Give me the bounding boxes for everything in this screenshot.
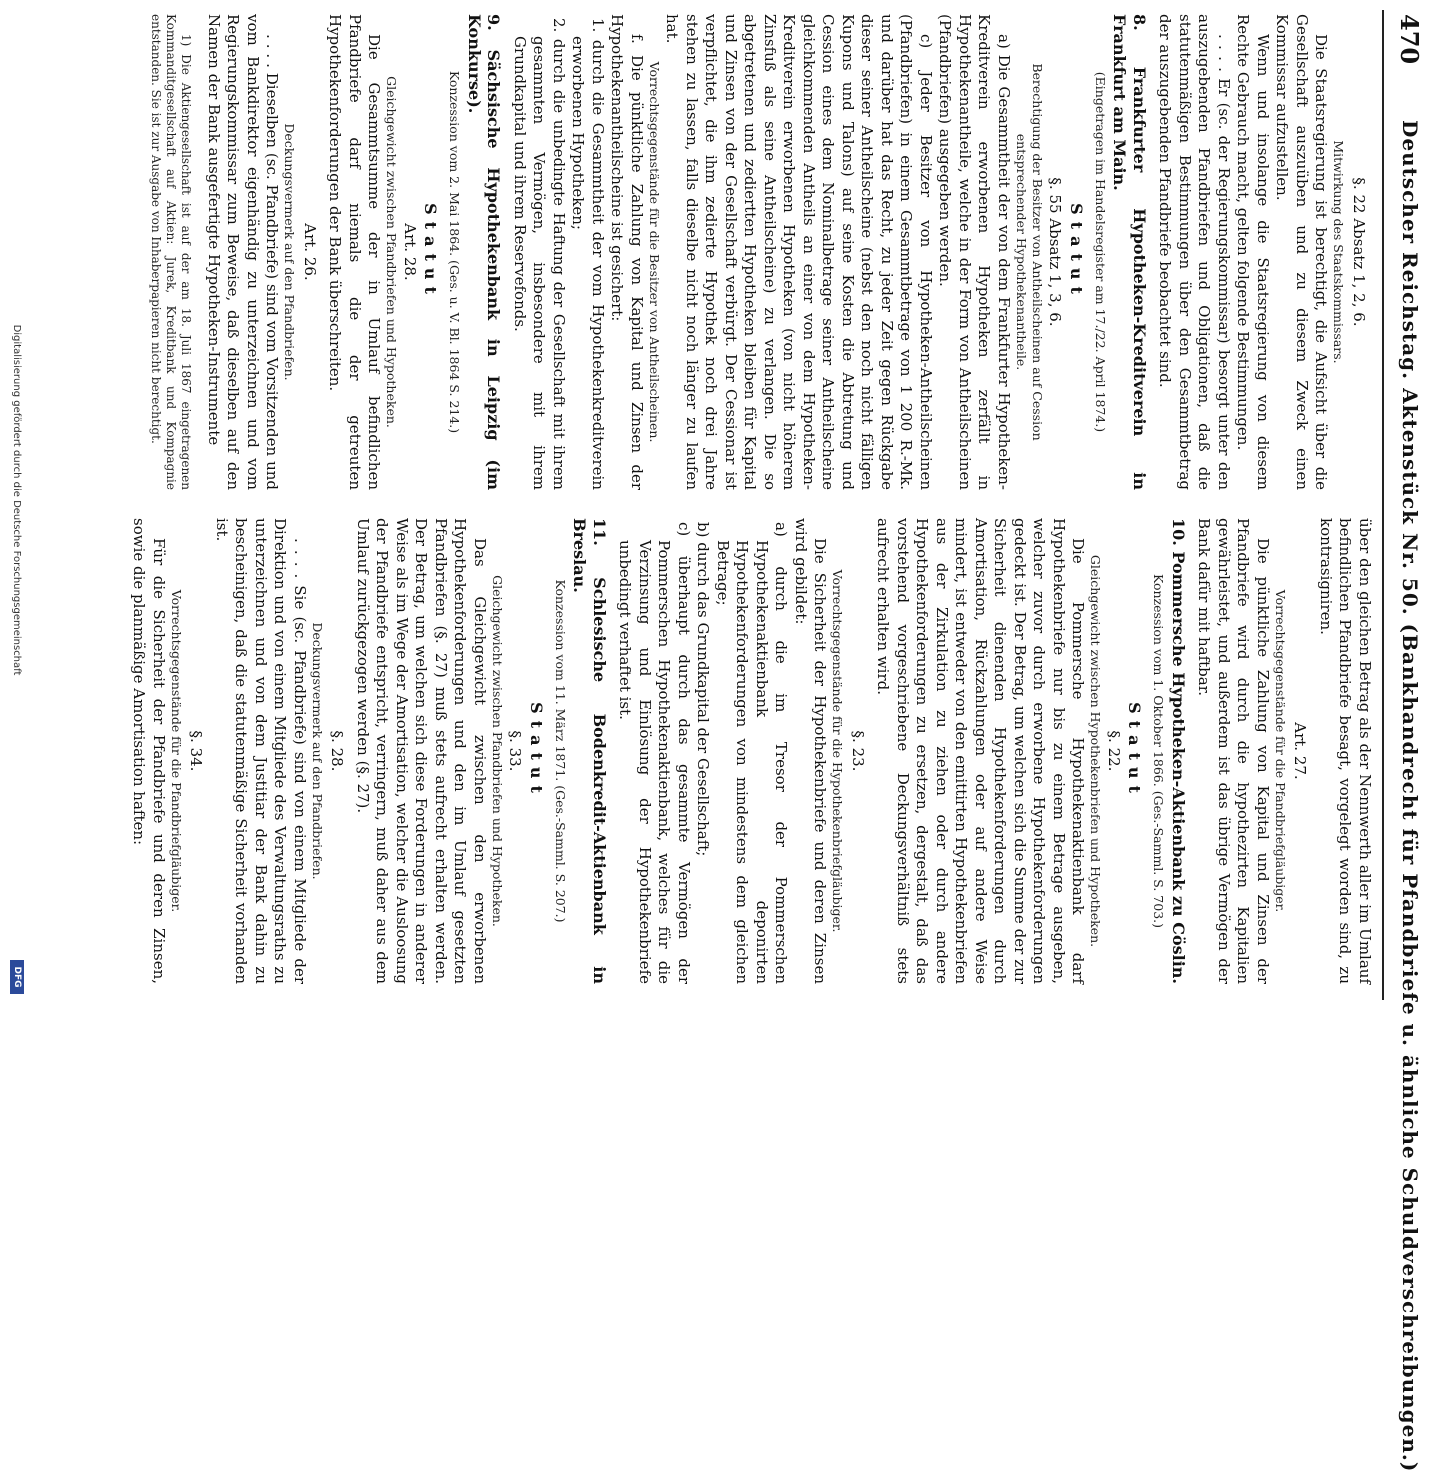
margin-note: Berechtigung der Besitzer von Antheilscheinen auf Cession entsprechender Hypothekenantheile.: [1014, 63, 1045, 441]
list-item: 1. durch die Gesammtheit der vom Hypothekenkreditverein erworbenen Hypotheken;: [569, 18, 607, 490]
left-column: [74, 14, 1374, 490]
footnote: 1) Die Aktiengesellschaft ist auf der am 18. Juli 1867 eingetragenen Kommanditgesellschaft auf Aktien: Jurek, Kreditbank und Kompagnie entstanden. Sie ist zur Ausgabe von Inhaberpapieren nicht berechtigt.: [149, 14, 194, 490]
paragraph: c) Jeder Besitzer von Hypotheken-Antheilscheinen (Pfandbriefen) in einem Gesammtbetrage von 1 200 R.-Mk. und darüber hat das Recht, zu jeder Zeit gegen Rückgabe dieser seiner Antheilscheine (nebst den noch nicht fälligen Kupons und Talons) auf seine Kosten die Abtretung und Cession eines dem Nominalbetrage seiner Antheilscheine gleichkommenden Antheils an einer von dem Hypotheken-Kreditverein erworbenen Hypotheken (von nicht höherem Zinsfuß als seine Antheilscheine) zu verlangen. Die so abgetretenen und zediertten Hypotheken bleiben für Kapital und Zinsen von der Gesellschaft verbürgt. Der Cessionar ist verpflichtet, die ihm zedierte Hypothek noch drei Jahre stehen zu lassen, falls dieselbe nicht noch länger zu laufen hat.: [663, 14, 935, 490]
paragraph: Das Gleichgewicht zwischen den erworbenen Hypothekenforderungen und den im Umlauf gesetzten Pfandbriefen (§. 27) muß stets aufrecht erhalten werden. Der Betrag, um welchen sich diese Forderungen in anderer Weise als im Wege der Amortisation, welcher die Ausloosung der Pfandbriefe entspricht, verringern, muß daher aus dem Umlauf zurückgezogen werden (§. 27).: [354, 518, 489, 984]
section-heading: §. 34.: [187, 730, 206, 772]
right-column: [74, 518, 1374, 984]
article-heading: Art. 28.: [401, 223, 419, 281]
running-title: Deutscher Reichstag. Aktenstück Nr. 50. (Bankhandrecht für Pfandbriefe u. ähnliche Schuldverschreibungen.): [1398, 120, 1422, 1472]
list-item: 2. durch die unbedingte Haftung der Gesellschaft mit ihrem gesammten Vermögen, insbesondere mit ihrem Grundkapital und ihrem Reservefonds.: [511, 18, 568, 490]
article-heading: Art. 27.: [1291, 722, 1310, 780]
paragraph: f. Die pünktliche Zahlung von Kapital und Zinsen der Hypothekenantheilscheine ist gesichert:: [608, 14, 646, 490]
paragraph: Die Gesammtsumme der in Umlauf befindlichen Pfandbriefe darf niemals die der getreuten Hypothekenforderungen der Bank überschreiten.: [326, 14, 384, 490]
digitization-credit: Digitalisierung gefördert durch die Deutsche Forschungsgemeinschaft: [11, 324, 22, 676]
statut-heading: Statut: [1125, 702, 1145, 800]
section-heading: §. 28.: [328, 730, 347, 772]
concession-note: Konzession vom 11. März 1871. (Ges.-Samml. S. 207.): [553, 579, 568, 923]
margin-note: Vorrechtsgegenstände für die Besitzer von Antheilscheinen.: [647, 61, 662, 443]
registration-note: (Eingetragen im Handelsregister am 17./22. April 1874.): [1093, 71, 1108, 433]
margin-note: Vorrechtsgegenstände für die Pfandbriefgläubiger.: [1273, 589, 1288, 913]
margin-note: Gleichgewicht zwischen Hypothekenbriefen und Hypotheken.: [1088, 554, 1104, 948]
paragraph: Wenn und insolange die Staatsregierung von diesem Rechte Gebrauch macht, gelten folgende Bestimmungen.: [1234, 14, 1272, 490]
list-item: c) überhaupt durch das gesammte Vermögen der Pommerschen Hypothekenaktienbank, welches für die Verzinsung und Einlösung der Hypothekenbriefe unbedingt verhaftet ist.: [616, 522, 693, 984]
paragraph: Die Staatsregierung ist berechtigt, die Aufsicht über die Gesellschaft auszuüben und zu diesem Zweck einen Kommissar aufzustellen.: [1273, 14, 1331, 490]
list-item: b) durch das Grundkapital der Gesellschaft;: [694, 522, 713, 857]
paragraph: Für die Sicherheit der Pfandbriefe und deren Zinsen, sowie die planmäßige Amortisation haften:: [130, 518, 168, 984]
section-heading: §. 33.: [506, 730, 525, 772]
concession-note: Konzession vom 2. Mai 1864. (Ges. u. V. Bl. 1864 S. 214.): [447, 70, 463, 434]
margin-note: Mitwirkung des Staatskommissars.: [1331, 140, 1347, 364]
page-number: 470: [1395, 14, 1424, 65]
section-heading: §. 23.: [849, 730, 867, 772]
institution-heading: 9. Sächsische Hypothekenbank in Leipzig (im Konkurse).: [465, 14, 504, 490]
article-heading: Art. 26.: [301, 223, 319, 281]
dfg-logo: DFG: [10, 960, 24, 994]
margin-note: Deckungsvermerk auf den Pfandbriefen.: [310, 622, 325, 880]
paragraph: . . . . Dieselben (sc. Pfandbriefe) sind vom Vorsitzenden und vom Bankdirektor eigenhändig zu unterzeichnen und vom Regierungskommissar zum Beweise, daß dieselben auf den Namen der Bank ausgefertigte Hypotheken-Instrumente: [205, 14, 282, 490]
statut-heading: Statut: [1067, 203, 1086, 301]
page-header: [1382, 0, 1432, 1472]
paragraph: . . . . Sie (sc. Pfandbriefe) sind von einem Mitgliede der Direktion und von einem Mitgliede des Verwaltungsraths zu unterzeichnen und von dem Justitiar der Bank dahin zu bescheinigen, daß die statutenmäßige Sicherheit vorhanden ist.: [213, 518, 309, 984]
section-heading: §. 22.: [1105, 730, 1123, 772]
section-heading: §. 55 Absatz 1, 3, 6.: [1046, 177, 1065, 327]
section-heading: §. 22 Absatz 1, 2, 6.: [1350, 177, 1368, 327]
institution-heading: 11. Schlesische Bodenkredit-Aktienbank in Breslau.: [570, 518, 609, 984]
institution-heading: 8. Frankfurter Hypotheken-Kreditverein in Frankfurt am Main.: [1110, 14, 1149, 490]
paragraph: über den gleichen Betrag als der Nennwerth aller im Umlauf befindlichen Pfandbriefe besagt, vorgelegt worden sind, zu kontrasigniren.: [1317, 518, 1374, 984]
paragraph: . . . . Er (sc. der Regierungskommissar) besorgt unter den auszugebenden Pfandbriefen und Obligationen, daß die statutenmäßigen Bestimmungen über den Gesammtbetrag der auszugebenden Pfandbriefe beobachtet sind.: [1156, 14, 1233, 490]
margin-note: Deckungsvermerk auf den Pfandbriefen.: [282, 123, 298, 381]
margin-note: Gleichgewicht zwischen Pfandbriefen und Hypotheken.: [490, 575, 505, 927]
paragraph: Die Sicherheit der Hypothekenbriefe und deren Zinsen wird gebildet:: [792, 518, 830, 984]
paragraph: Die Pommersche Hypothekenaktienbank darf Hypothekenbriefe nur bis zu einem Betrage ausgeben, welcher zuvor durch erworbene Hypothekenforderungen gedeckt ist. Der Betrag, um welchen sich die Summe der zur Sicherheit dienenden Hypothekenforderungen durch Amortisation, Rückzahlungen oder auf andere Weise mindert, ist entweder von den emittirten Hypothekenbriefen aus der Zirkulation zu ziehen oder durch andere Hypothekenforderungen zu ersetzen, dergestalt, daß das vorstehend vorgeschriebene Deckungsverhältniß stets aufrecht erhalten wird.: [874, 518, 1088, 984]
statut-heading: Statut: [421, 203, 441, 301]
margin-note: Gleichgewicht zwischen Pfandbriefen und Hypotheken.: [384, 76, 400, 428]
paragraph: Die pünktliche Zahlung von Kapital und Zinsen der Pfandbriefe wird durch die hypothezirten Kapitalien gewährleistet, und außerdem ist das übrige Vermögen der Bank dafür mit haftbar.: [1195, 518, 1272, 984]
concession-note: Konzession vom 1. Oktober 1866. (Ges.-Samml. S. 703.): [1151, 573, 1167, 929]
margin-note: Vorrechtsgegenstände für die Pfandbriefgläubiger.: [169, 589, 184, 913]
paragraph: a) Die Gesammtheit der von dem Frankfurter Hypotheken-Kreditverein erworbenen Hypotheken zerfällt in Hypothekenantheile, welche in der Form von Antheilscheinen (Pfandbriefen) ausgegeben werden.: [936, 14, 1013, 490]
list-item: a) durch die im Tresor der Pommerschen Hypothekenaktienbank deponirten Hypothekenforderungen von mindestens dem gleichen Betrage;: [714, 522, 791, 984]
margin-note: Vorrechtsgegenstände für die Hypothekenbriefgläubiger.: [830, 569, 846, 933]
institution-heading: 10. Pommersche Hypotheken-Aktienbank zu Cöslin.: [1169, 518, 1188, 984]
header-rule: [1382, 10, 1384, 1000]
statut-heading: Statut: [527, 702, 546, 800]
